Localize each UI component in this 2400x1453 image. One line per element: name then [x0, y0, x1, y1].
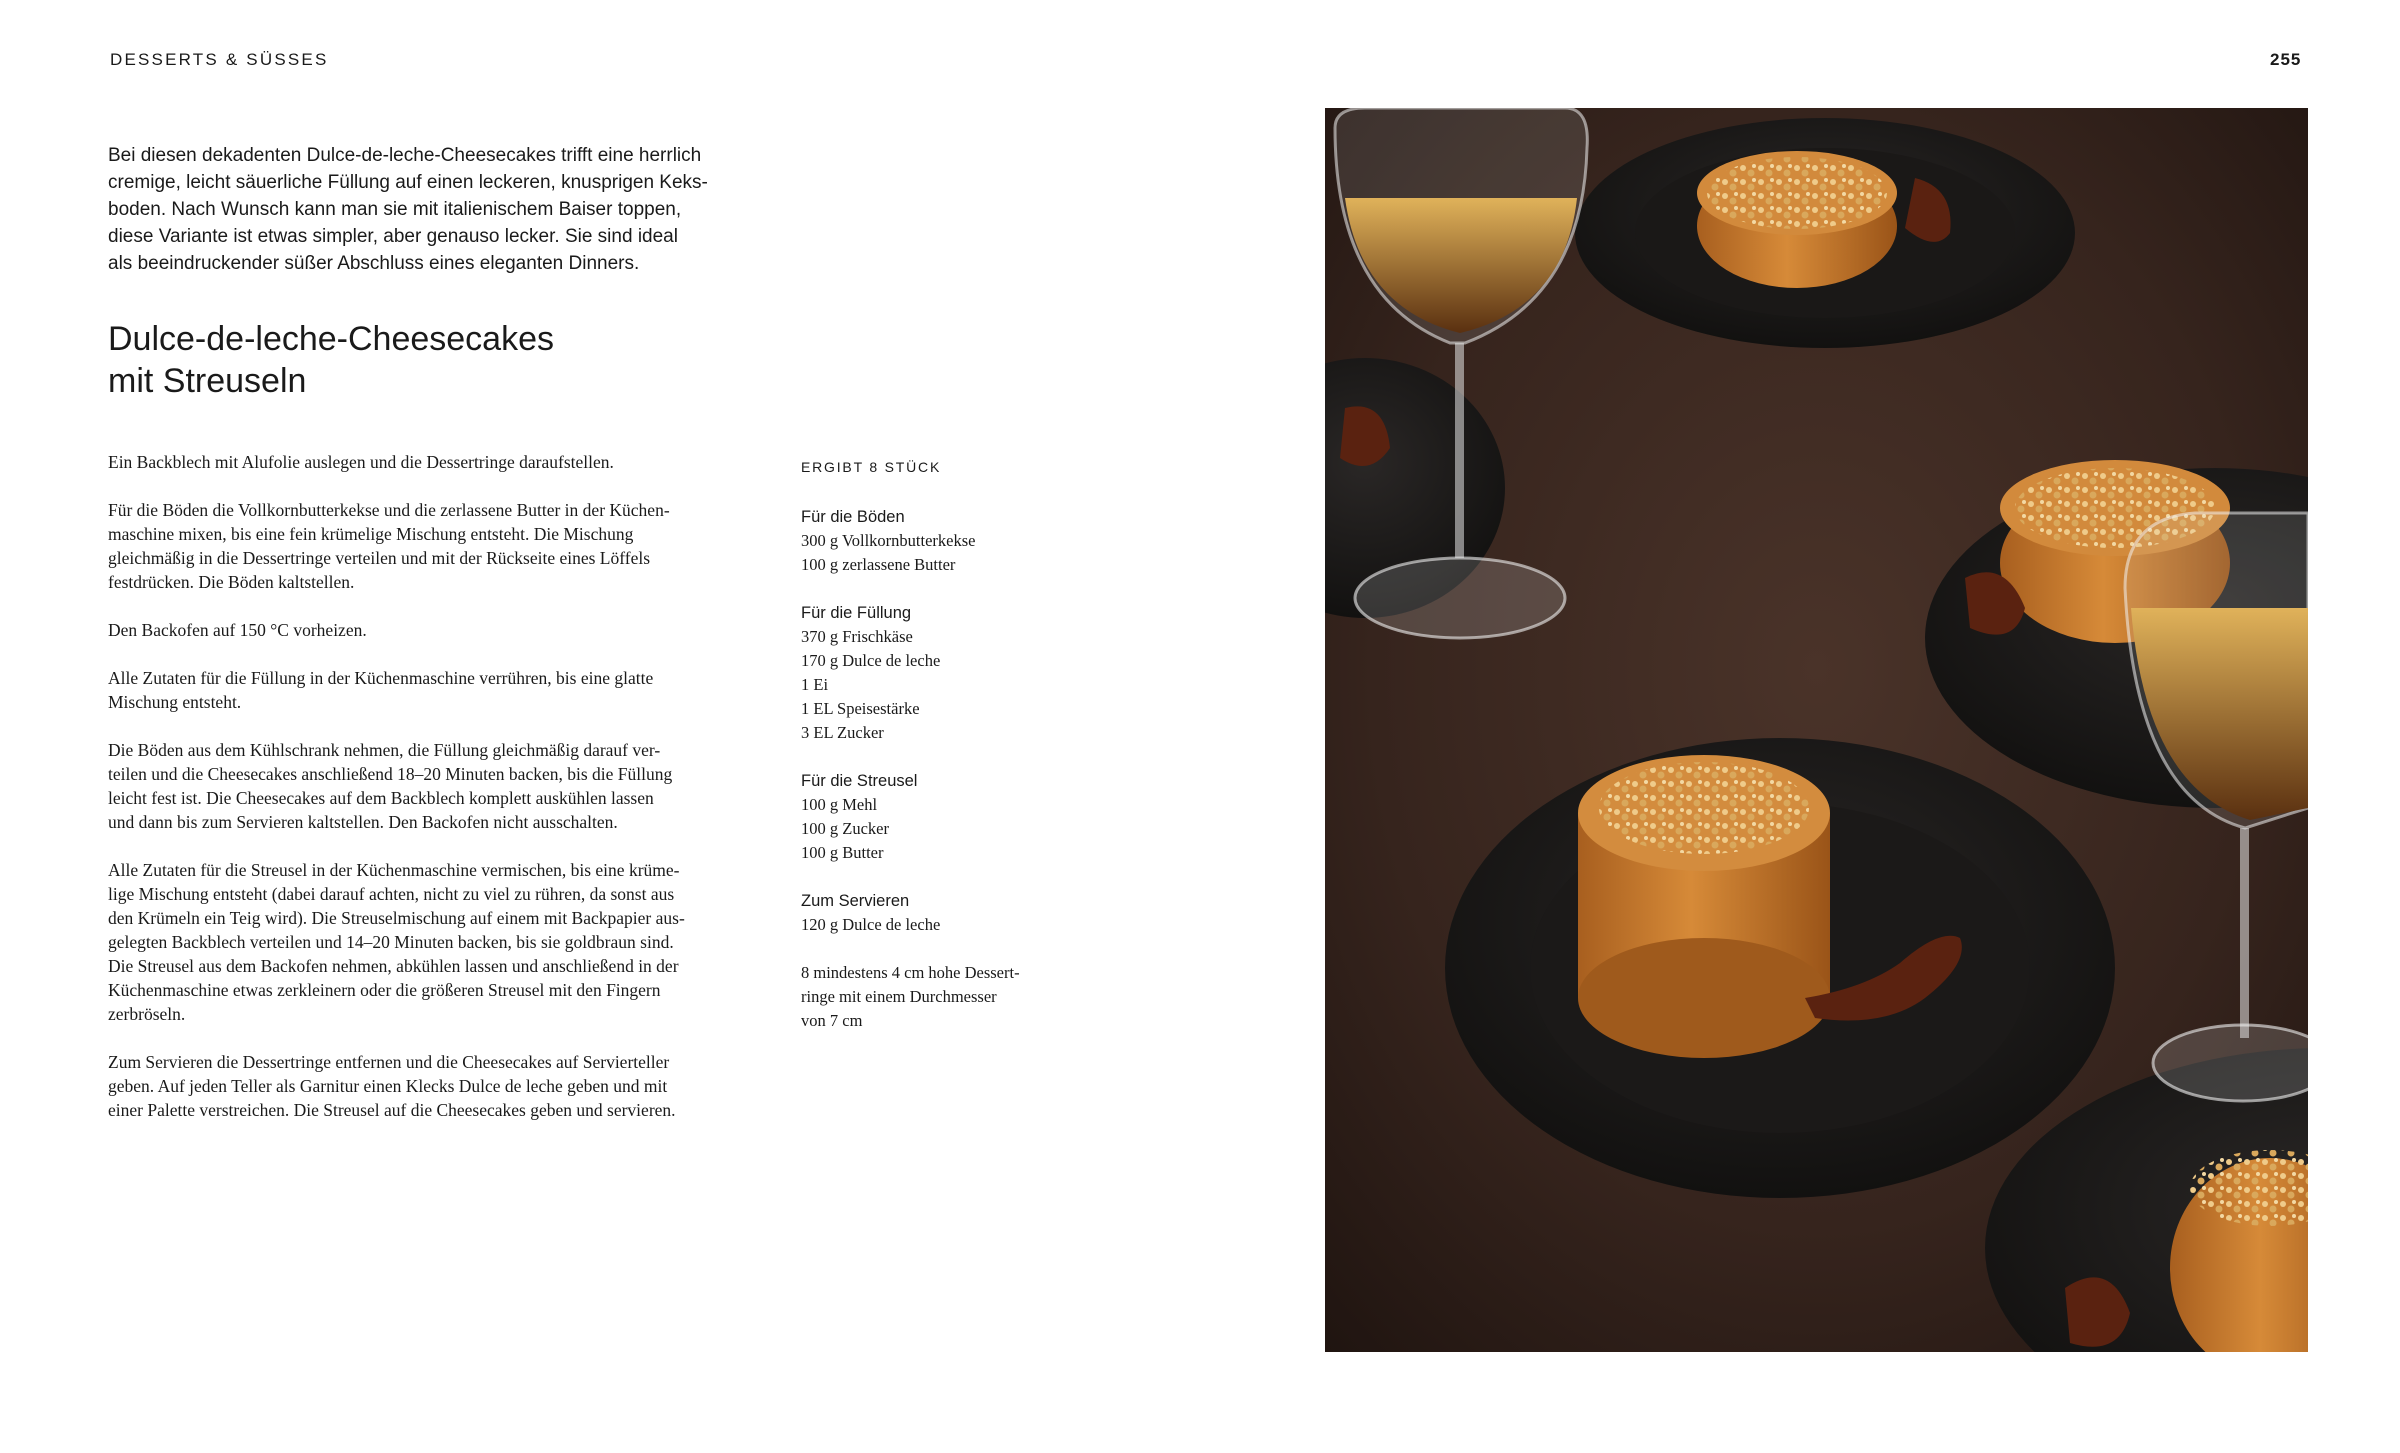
method-step — [108, 666, 738, 714]
method-line: Den Backofen auf 150 °C vorheizen. — [108, 620, 367, 640]
ingredient-group-heading: Zum Servieren — [801, 892, 910, 910]
equipment-note-line: von 7 cm — [801, 1011, 863, 1030]
method-line: leicht fest ist. Die Cheesecakes auf dem Backblech komplett auskühlen lassen — [108, 788, 654, 808]
method-line: Alle Zutaten für die Füllung in der Küchenmaschine verrühren, bis eine glatte — [108, 668, 654, 688]
ingredient-item: 300 g Vollkornbutterkekse — [801, 531, 976, 550]
ingredient-item: 100 g Butter — [801, 843, 884, 862]
food-photo — [1325, 108, 2308, 1352]
page-number: 255 — [2270, 50, 2302, 69]
ingredient-item: 170 g Dulce de leche — [801, 651, 941, 670]
ingredient-group — [801, 601, 1081, 745]
method-line: festdrücken. Die Böden kaltstellen. — [108, 572, 355, 592]
method-line: Die Streusel aus dem Backofen nehmen, abkühlen lassen und anschließend in der — [108, 956, 679, 976]
plate-center — [1445, 738, 2115, 1198]
method-line: Alle Zutaten für die Streusel in der Küchenmaschine vermischen, bis eine krüme- — [108, 860, 680, 880]
method-step — [108, 858, 738, 1026]
method-line: lige Mischung entsteht (dabei darauf achten, nicht zu viel zu rühren, da sonst aus — [108, 884, 675, 904]
plate-top — [1575, 118, 2075, 348]
yield-label: ERGIBT 8 STÜCK — [801, 459, 942, 475]
ingredient-item: 100 g Mehl — [801, 795, 878, 814]
equipment-note-line: 8 mindestens 4 cm hohe Dessert- — [801, 963, 1020, 982]
ingredient-item: 100 g Zucker — [801, 819, 889, 838]
recipe-title-line: mit Streuseln — [108, 362, 307, 400]
section-title: DESSERTS & SÜSSES — [110, 50, 329, 69]
method-line: gelegten Backblech verteilen und 14–20 Minuten backen, bis sie goldbraun sind. — [108, 932, 674, 952]
ingredients-column — [801, 455, 1081, 1033]
recipe-title-line: Dulce-de-leche-Cheesecakes — [108, 320, 555, 358]
ingredient-item: 100 g zerlassene Butter — [801, 555, 956, 574]
ingredient-item: 1 EL Speisestärke — [801, 699, 920, 718]
method-step — [108, 1050, 738, 1122]
method-line: Für die Böden die Vollkornbutterkekse und die zerlassene Butter in der Küchen- — [108, 500, 670, 520]
ingredient-group-heading: Für die Böden — [801, 508, 905, 526]
method-line: Mischung entsteht. — [108, 692, 242, 712]
ingredient-group — [801, 889, 1081, 937]
intro-paragraph — [108, 142, 768, 277]
method-line: teilen und die Cheesecakes anschließend 18–20 Minuten backen, bis die Füllung — [108, 764, 673, 784]
method-step — [108, 450, 738, 474]
intro-line: als beeindruckender süßer Abschluss eines eleganten Dinners. — [108, 253, 640, 274]
method-line: einer Palette verstreichen. Die Streusel auf die Cheesecakes geben und servieren. — [108, 1100, 676, 1120]
ingredient-group-heading: Für die Füllung — [801, 604, 912, 622]
ingredient-group-heading: Für die Streusel — [801, 772, 918, 790]
method-step — [108, 738, 738, 834]
intro-line: diese Variante ist etwas simpler, aber genauso lecker. Sie sind ideal — [108, 226, 678, 247]
method-line: Die Böden aus dem Kühlschrank nehmen, die Füllung gleichmäßig darauf ver- — [108, 740, 661, 760]
ingredient-group — [801, 505, 1081, 577]
method-line: den Krümeln ein Teig wird). Die Streuselmischung auf einem mit Backpapier aus- — [108, 908, 685, 928]
equipment-note — [801, 961, 1071, 1033]
intro-line: boden. Nach Wunsch kann man sie mit italienischem Baiser toppen, — [108, 199, 682, 220]
ingredient-item: 120 g Dulce de leche — [801, 915, 941, 934]
method-line: maschine mixen, bis eine fein krümelige Mischung entsteht. Die Mischung — [108, 524, 634, 544]
method-line: gleichmäßig in die Dessertringe verteilen und mit der Rückseite eines Löffels — [108, 548, 651, 568]
ingredient-item: 3 EL Zucker — [801, 723, 884, 742]
method-line: zerbröseln. — [108, 1004, 186, 1024]
method-steps — [108, 450, 738, 1146]
intro-line: cremige, leicht säuerliche Füllung auf einen leckeren, knusprigen Keks- — [108, 172, 708, 193]
method-line: Zum Servieren die Dessertringe entfernen und die Cheesecakes auf Servierteller — [108, 1052, 670, 1072]
method-step — [108, 498, 738, 594]
method-step — [108, 618, 738, 642]
method-line: geben. Auf jeden Teller als Garnitur einen Klecks Dulce de leche geben und mit — [108, 1076, 668, 1096]
method-line: Küchenmaschine etwas zerkleinern oder die größeren Streusel mit den Fingern — [108, 980, 661, 1000]
ingredient-item: 370 g Frischkäse — [801, 627, 913, 646]
equipment-note-line: ringe mit einem Durchmesser — [801, 987, 997, 1006]
method-line: und dann bis zum Servieren kaltstellen. Den Backofen nicht ausschalten. — [108, 812, 618, 832]
ingredient-item: 1 Ei — [801, 675, 829, 694]
recipe-title — [108, 318, 808, 402]
intro-line: Bei diesen dekadenten Dulce-de-leche-Cheesecakes trifft eine herrlich — [108, 145, 702, 166]
ingredient-group — [801, 769, 1081, 865]
method-line: Ein Backblech mit Alufolie auslegen und die Dessertringe daraufstellen. — [108, 452, 614, 472]
